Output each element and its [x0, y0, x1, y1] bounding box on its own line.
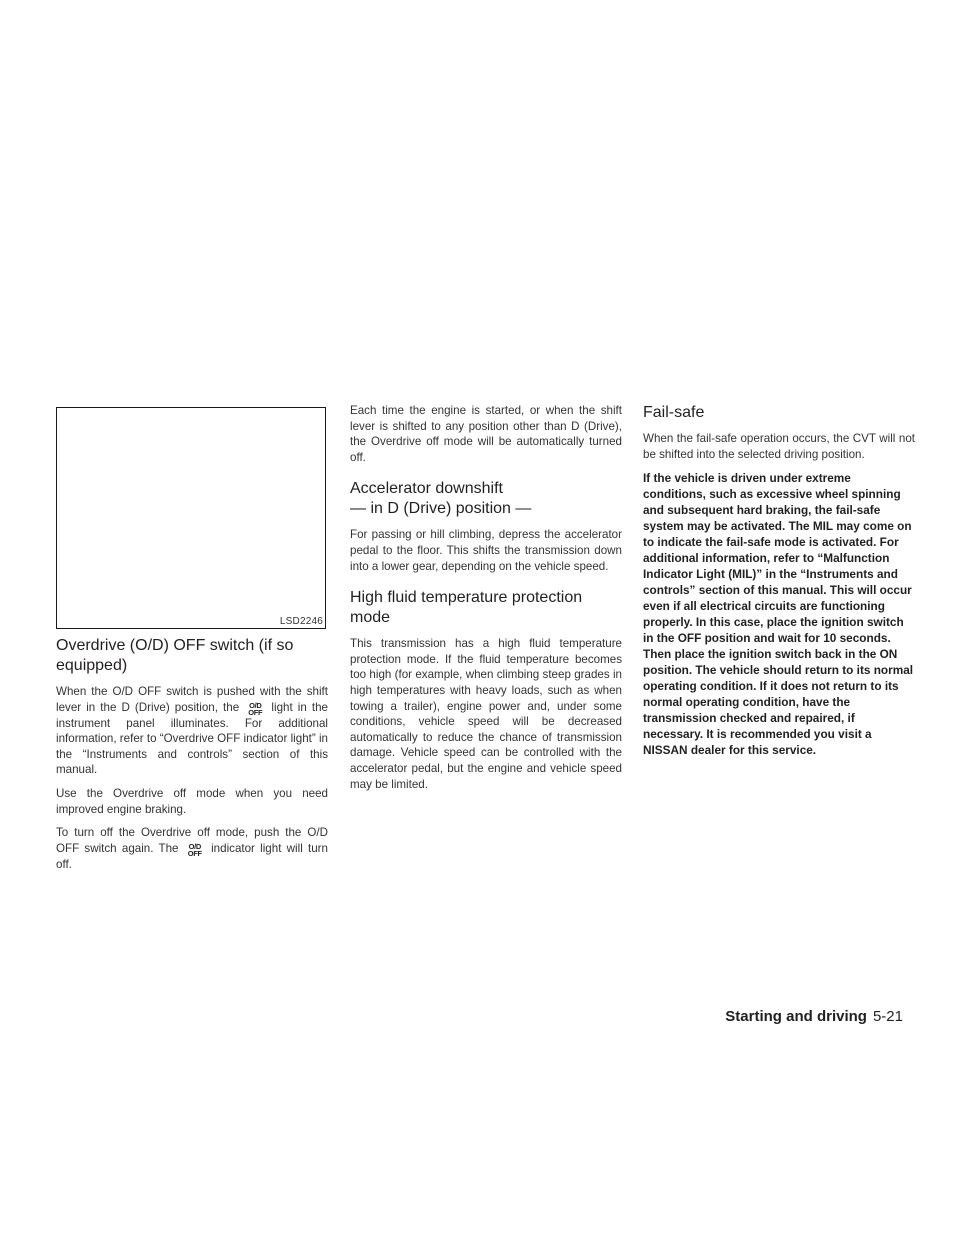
paragraph-fail-safe: When the fail-safe operation occurs, the CVT will not be shifted into the selected driving position. [643, 432, 915, 461]
paragraph-overdrive-switch [56, 684, 328, 778]
heading-fluid-protection: High fluid temperature protection mode [350, 589, 583, 627]
figure-id: LSD2246 [279, 616, 323, 627]
paragraph-auto-off: Each time the engine is started, or when the shift lever is shifted to any position other than D (Drive), the Overdrive off mode will be automatically turned off. [350, 404, 622, 464]
text-part: To turn off the Overdrive off mode, push the O/D OFF switch again. The [56, 826, 328, 855]
page-number: 5-21 [872, 1008, 903, 1025]
text-part: When the O/D OFF switch is pushed with the shift lever in the D (Drive) position, the [56, 685, 328, 714]
od-off-indicator-icon: O/D OFF [248, 700, 263, 717]
paragraph-turn-off [56, 825, 328, 872]
warning-fail-safe: If the vehicle is driven under extreme conditions, such as excessive wheel spinning and subsequent hard braking, the fail-safe system may be activated. The MIL may come on to indicate the fail-safe mode is activated. For additional information, refer to “Malfunction Indicator Light (MIL)” in the “Instruments and controls” section of this manual. This will occur even if all electrical circuits are functioning properly. In this case, place the ignition switch in the OFF position and wait for 10 seconds. Then place the ignition switch back in the ON position. The vehicle should return to its normal operating condition. If it does not return to its normal operating condition, have the transmission checked and repaired, if necessary. It is recommended you visit a NISSAN dealer for this service. [643, 471, 914, 758]
od-off-indicator-icon: O/D OFF [187, 841, 202, 858]
column-3 [643, 403, 915, 766]
footer-section: Starting and driving [725, 1008, 867, 1025]
paragraph-accelerator-downshift: For passing or hill climbing, depress the accelerator pedal to the floor. This shifts the transmission down into a lower gear, depending on the vehicle speed. [350, 528, 622, 573]
heading-fail-safe: Fail-safe [643, 404, 705, 421]
text-part: indicator light will turn off. [56, 841, 328, 871]
page-footer [725, 1008, 903, 1025]
heading-accelerator-downshift: Accelerator downshift — in D (Drive) position — [350, 480, 532, 518]
column-2 [350, 403, 622, 800]
illustration-figure [56, 407, 326, 629]
paragraph-fluid-protection: This transmission has a high fluid temperature protection mode. If the fluid temperature becomes too high (for example, when climbing steep grades in high temperatures with heavy loads, such as when towing a trailer), engine power and, under some conditions, vehicle speed will be decreased automatically to reduce the chance of transmission damage. Vehicle speed can be controlled with the accelerator pedal, but the engine and vehicle speed may be limited. [350, 637, 622, 791]
heading-overdrive-switch: Overdrive (O/D) OFF switch (if so equipped) [56, 637, 294, 674]
text-part: light in the instrument panel illuminates. For additional information, refer to “Overdrive OFF indicator light” in the “Instruments and controls” section of this manual. [56, 700, 328, 777]
column-1 [56, 636, 328, 880]
paragraph-engine-braking: Use the Overdrive off mode when you need improved engine braking. [56, 786, 328, 816]
